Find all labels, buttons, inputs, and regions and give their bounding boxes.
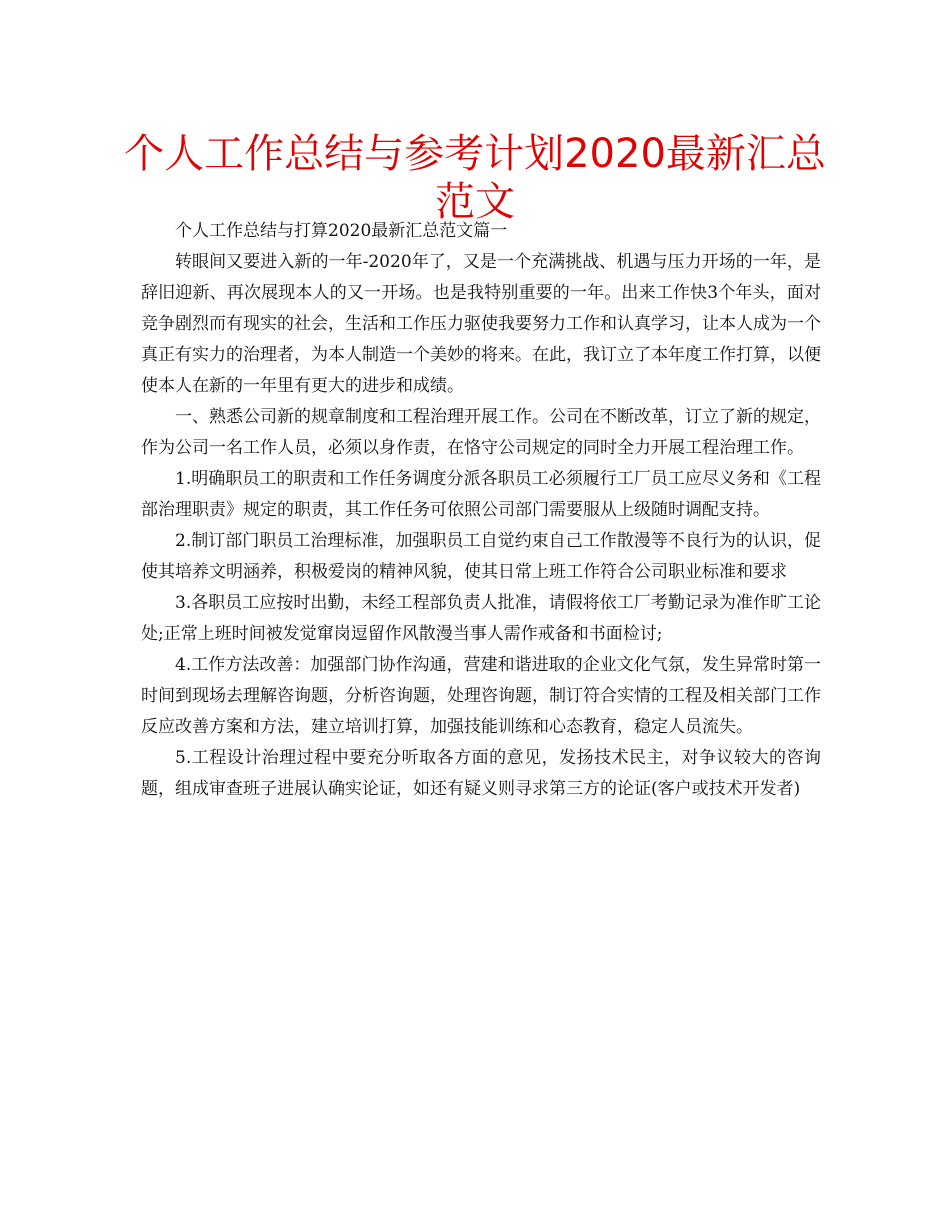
item-5-paragraph: 5.工程设计治理过程中要充分听取各方面的意见，发扬技术民主，对争议较大的咨询题，组成审查班子进展认确实论证，如还有疑义则寻求第三方的论证(客户或技术开发者) — [141, 748, 821, 799]
item-1-paragraph: 1.明确职员工的职责和工作任务调度分派各职员工必须履行工厂员工应尽义务和《工程部治理职责》规定的职责，其工作任务可依照公司部门需要服从上级随时调配支持。 — [141, 469, 821, 520]
document-body — [141, 216, 821, 805]
item-2-paragraph: 2.制订部门职员工治理标准，加强职员工自觉约束自己工作散漫等不良行为的认识，促使其培养文明涵养，积极爱岗的精神风貌，使其日常上班工作符合公司职业标准和要求 — [141, 531, 821, 582]
section-one-paragraph: 一、熟悉公司新的规章制度和工程治理开展工作。公司在不断改革，订立了新的规定，作为公司一名工作人员，必须以身作责，在恪守公司规定的同时全力开展工程治理工作。 — [141, 407, 821, 458]
item-3-paragraph: 3.各职员工应按时出勤，未经工程部负责人批准，请假将依工厂考勤记录为准作旷工论处;正常上班时间被发觉窜岗逗留作风散漫当事人需作戒备和书面检讨; — [141, 593, 821, 644]
document-title: 个人工作总结与参考计划2020最新汇总范文 — [124, 131, 826, 225]
section-heading: 个人工作总结与打算2020最新汇总范文篇一 — [175, 221, 508, 241]
intro-paragraph: 转眼间又要进入新的一年-2020年了，又是一个充满挑战、机遇与压力开场的一年，是辞旧迎新、再次展现本人的又一开场。也是我特别重要的一年。出来工作快3个年头，面对竞争剧烈而有现实的社会，生活和工作压力驱使我要努力工作和认真学习，让本人成为一个真正有实力的治理者，为本人制造一个美妙的将来。在此，我订立了本年度工作打算，以便使本人在新的一年里有更大的进步和成绩。 — [141, 252, 821, 396]
item-4-paragraph: 4.工作方法改善：加强部门协作沟通，营建和谐进取的企业文化气氛，发生异常时第一时间到现场去理解咨询题，分析咨询题，处理咨询题，制订符合实情的工程及相关部门工作反应改善方案和方法，建立培训打算，加强技能训练和心态教育，稳定人员流失。 — [141, 655, 821, 737]
